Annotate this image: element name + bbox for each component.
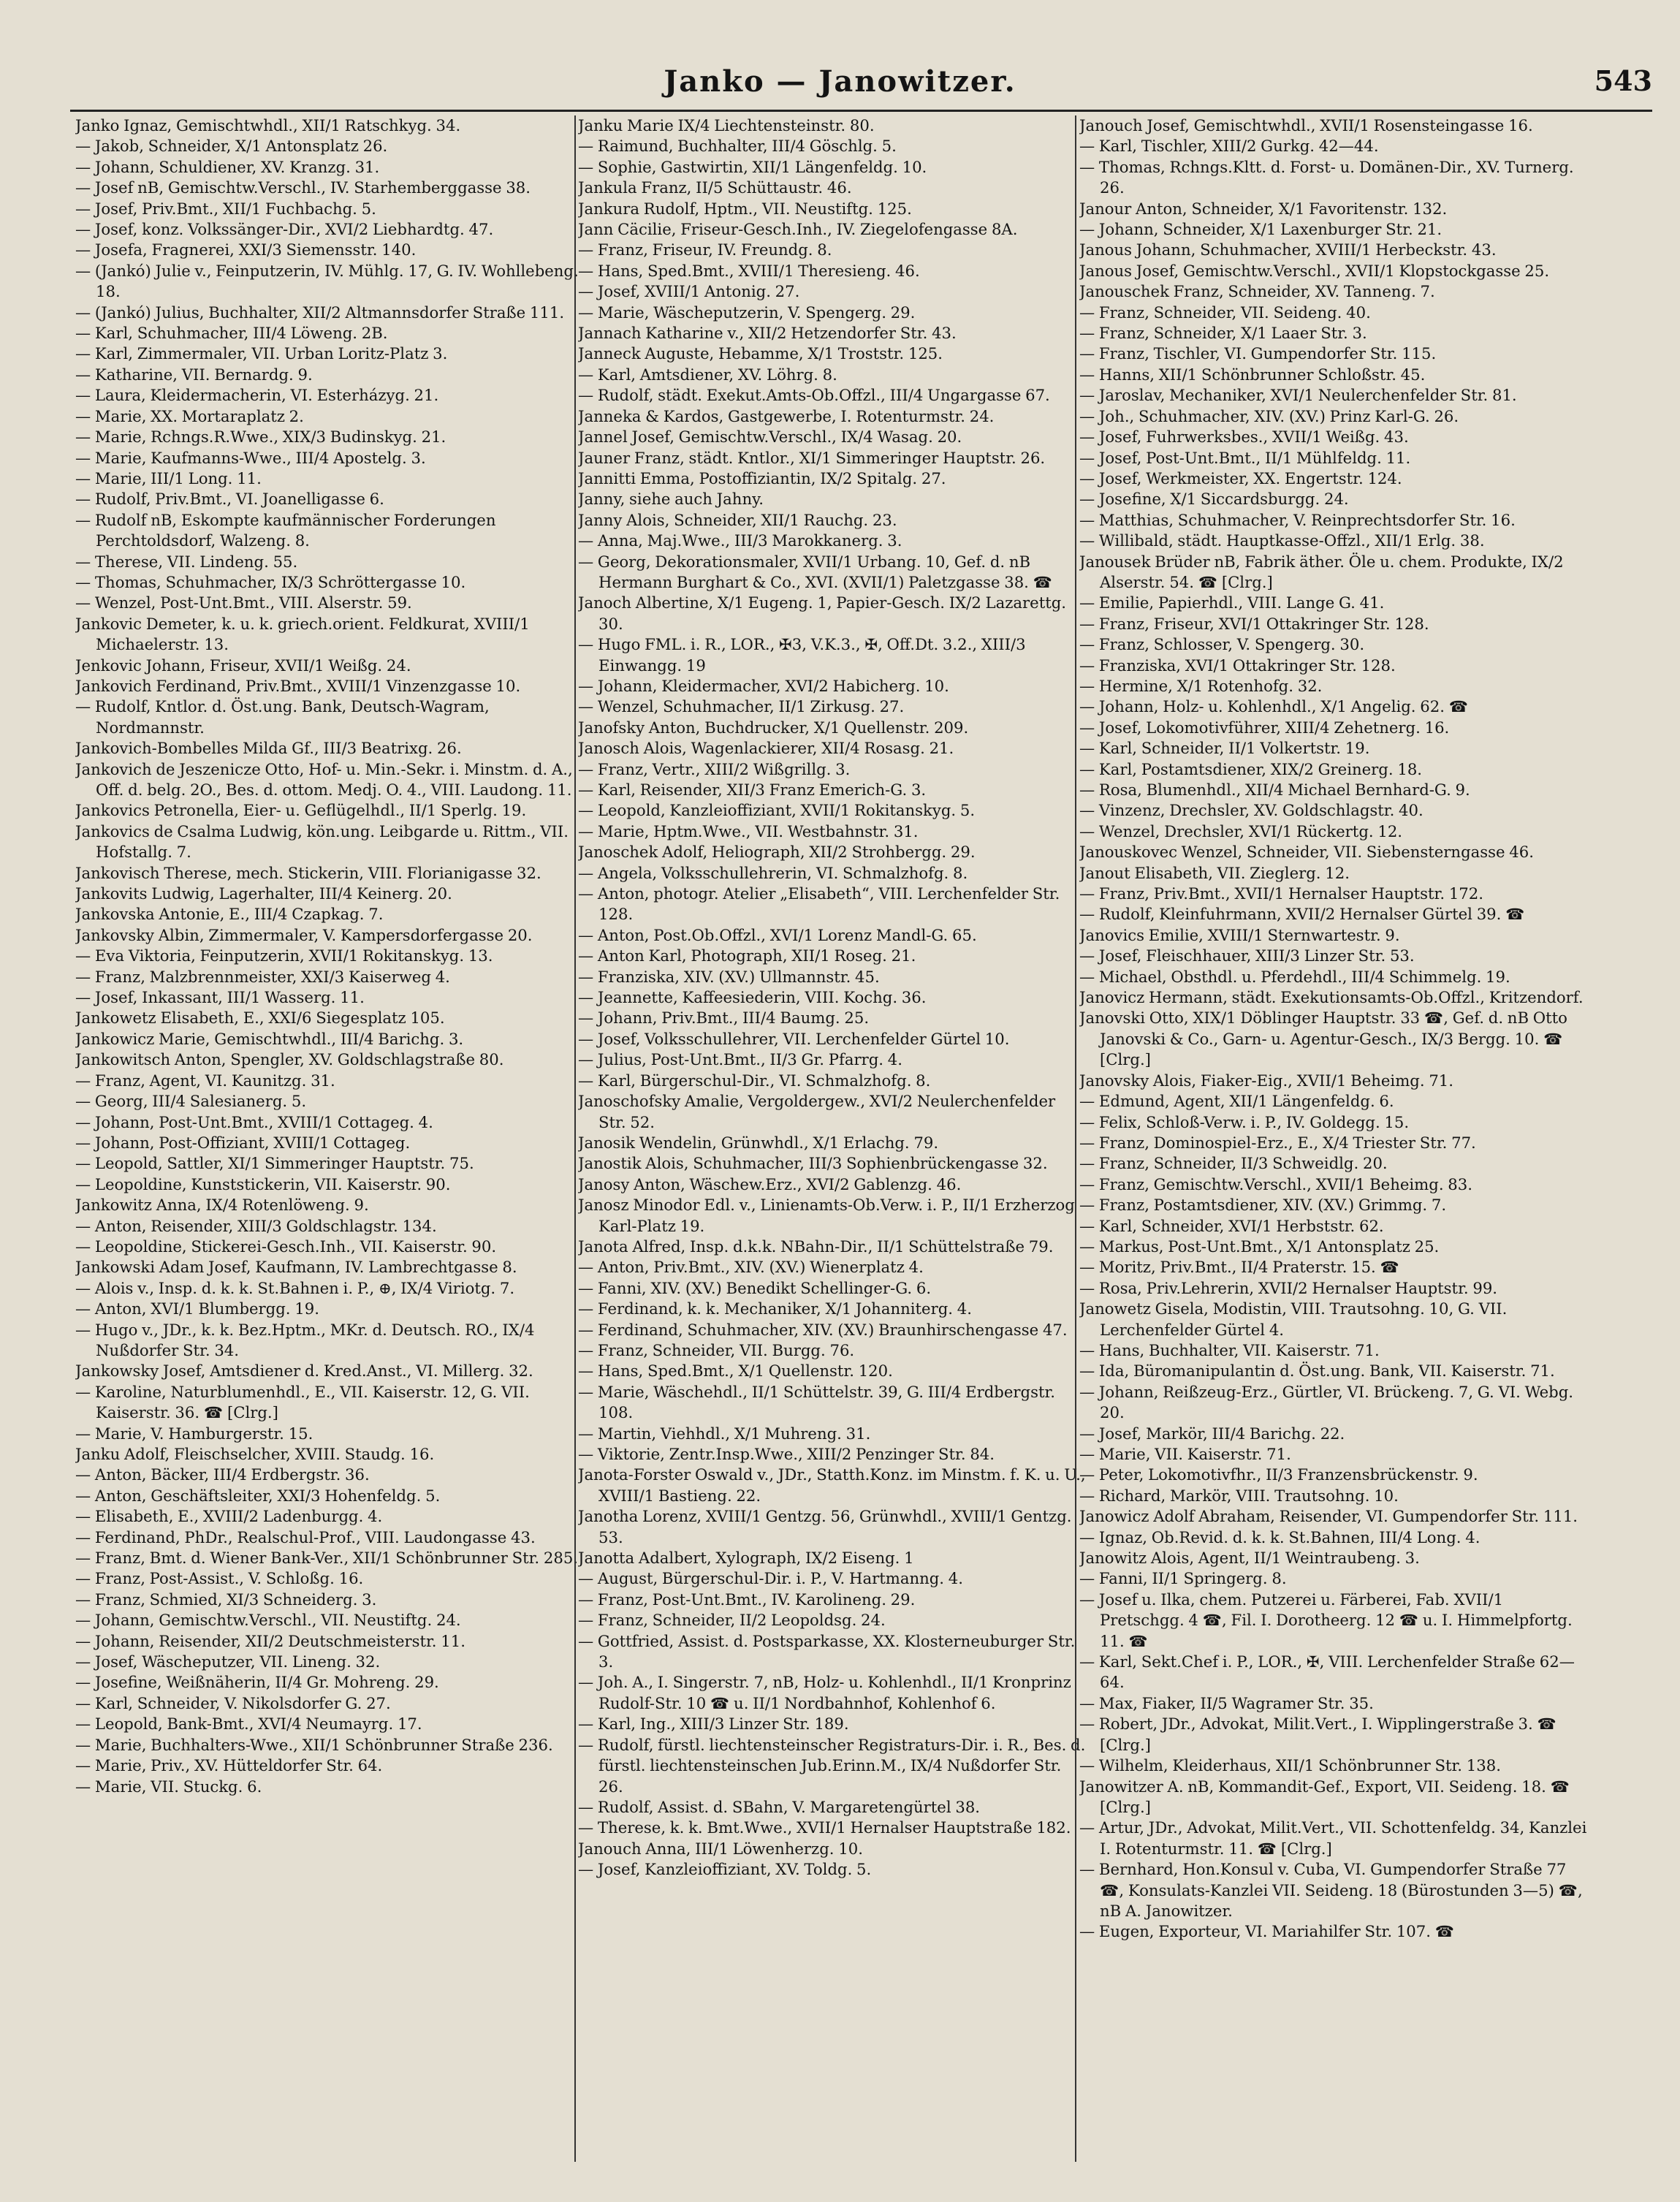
- directory-entry: — Richard, Markör, VIII. Trautsohng. 10.: [1079, 1486, 1399, 1505]
- directory-entry: Jankowitz Anna, IX/4 Rotenlöweng. 9.: [75, 1196, 369, 1215]
- directory-entry: — Franz, Gemischtw.Verschl., XVII/1 Beheimg. 83.: [1079, 1174, 1472, 1193]
- directory-entry: — Marie, V. Hamburgerstr. 15.: [75, 1424, 313, 1443]
- directory-entry: — Gottfried, Assist. d. Postsparkasse, XX. Klosterneuburger Str. 3.: [578, 1631, 1076, 1671]
- directory-entry: — Therese, k. k. Bmt.Wwe., XVII/1 Hernalser Hauptstraße 182.: [578, 1818, 1071, 1837]
- directory-entry: Janovics Emilie, XVIII/1 Sternwartestr. 9.: [1079, 925, 1400, 944]
- directory-entry: — Rudolf, fürstl. liechtensteinscher Registraturs-Dir. i. R., Bes. d. fürstl. liechtensteinschen Jub.Erinn.M., IX/4 Nußdorfer Str. 26.: [578, 1735, 1086, 1796]
- directory-entry: — Robert, JDr., Advokat, Milit.Vert., I. Wipplingerstraße 3. ☎ [Clrg.]: [1079, 1715, 1557, 1754]
- directory-entry: — Anton, Post.Ob.Offzl., XVI/1 Lorenz Mandl-G. 65.: [578, 925, 977, 944]
- directory-entry: — Josef nB, Gemischtw.Verschl., IV. Starhemberggasse 38.: [75, 178, 531, 197]
- directory-entry: — Marie, VII. Stuckg. 6.: [75, 1777, 262, 1796]
- directory-entry: — Franz, Schmied, XI/3 Schneiderg. 3.: [75, 1590, 377, 1609]
- directory-entry: Jankula Franz, II/5 Schüttaustr. 46.: [578, 178, 852, 197]
- directory-entry: Jankovisch Therese, mech. Stickerin, VIII. Florianigasse 32.: [75, 863, 541, 882]
- directory-entry: — Peter, Lokomotivfhr., II/3 Franzensbrückenstr. 9.: [1079, 1465, 1478, 1484]
- directory-entry: — Franziska, XIV. (XV.) Ullmannstr. 45.: [578, 967, 880, 986]
- directory-entry: Janousek Brüder nB, Fabrik äther. Öle u. chem. Produkte, IX/2 Alserstr. 54. ☎ [Clrg.]: [1079, 552, 1564, 591]
- directory-entry: — Rudolf, städt. Exekut.Amts-Ob.Offzl., III/4 Ungargasse 67.: [578, 386, 1050, 405]
- directory-column-middle: [578, 115, 1087, 2184]
- directory-entry: Jankovsky Albin, Zimmermaler, V. Kampersdorfergasse 20.: [75, 925, 533, 944]
- directory-entry: — Karoline, Naturblumenhdl., E., VII. Kaiserstr. 12, G. VII. Kaiserstr. 36. ☎ [Clrg.]: [75, 1382, 530, 1422]
- directory-entry: — Elisabeth, E., XVIII/2 Ladenburgg. 4.: [75, 1507, 383, 1526]
- directory-entry: Jankovich Ferdinand, Priv.Bmt., XVIII/1 Vinzenzgasse 10.: [75, 676, 521, 695]
- directory-entry: — Hermine, X/1 Rotenhofg. 32.: [1079, 676, 1323, 695]
- column-divider: [1075, 115, 1076, 2162]
- directory-entry: — Jaroslav, Mechaniker, XVI/1 Neulerchenfelder Str. 81.: [1079, 386, 1517, 405]
- directory-entry: Janovicz Hermann, städt. Exekutionsamts-Ob.Offzl., Kritzendorf.: [1079, 988, 1584, 1007]
- directory-entry: Jann Cäcilie, Friseur-Gesch.Inh., IV. Ziegelofengasse 8A.: [578, 220, 1018, 239]
- directory-entry: — Anton, Reisender, XIII/3 Goldschlagstr. 134.: [75, 1216, 437, 1235]
- directory-entry: — Johann, Reisender, XII/2 Deutschmeisterstr. 11.: [75, 1631, 465, 1650]
- directory-entry: — Josefine, X/1 Siccardsburgg. 24.: [1079, 490, 1349, 509]
- directory-entry: — Karl, Schuhmacher, III/4 Löweng. 2B.: [75, 324, 388, 343]
- directory-entry: — Josef, Lokomotivführer, XIII/4 Zehetnerg. 16.: [1079, 718, 1450, 737]
- directory-entry: — Franz, Post-Assist., V. Schloßg. 16.: [75, 1569, 364, 1588]
- directory-entry: — Karl, Ing., XIII/3 Linzer Str. 189.: [578, 1715, 849, 1734]
- directory-entry: — Franz, Schneider, X/1 Laaer Str. 3.: [1079, 324, 1367, 343]
- directory-entry: — Michael, Obsthdl. u. Pferdehdl., III/4 Schimmelg. 19.: [1079, 967, 1510, 986]
- directory-entry: Janowitzer A. nB, Kommandit-Gef., Export, VII. Seideng. 18. ☎ [Clrg.]: [1079, 1777, 1570, 1816]
- directory-entry: Janovsky Alois, Fiaker-Eig., XVII/1 Beheimg. 71.: [1079, 1071, 1454, 1090]
- directory-entry: Janosch Alois, Wagenlackierer, XII/4 Rosasg. 21.: [578, 739, 954, 758]
- directory-entry: — Fanni, II/1 Springerg. 8.: [1079, 1569, 1287, 1588]
- directory-entry: — Hans, Sped.Bmt., XVIII/1 Theresieng. 46.: [578, 261, 920, 280]
- directory-entry: — Laura, Kleidermacherin, VI. Esterházyg. 21.: [75, 386, 439, 405]
- page-number: 543: [1594, 64, 1652, 97]
- directory-column-right: [1079, 115, 1588, 2184]
- directory-entry: — Joh. A., I. Singerstr. 7, nB, Holz- u. Kohlenhdl., II/1 Kronprinz Rudolf-Str. 10 ☎ u. II/1 Nordbahnhof, Kohlenhof 6.: [578, 1673, 1071, 1712]
- directory-entry: — Marie, Priv., XV. Hütteldorfer Str. 64.: [75, 1756, 383, 1775]
- directory-entry: — Franz, Post-Unt.Bmt., IV. Karolineng. 29.: [578, 1590, 916, 1609]
- directory-entry: — Anna, Maj.Wwe., III/3 Marokkanerg. 3.: [578, 531, 902, 550]
- directory-entry: — Franz, Schneider, VII. Seideng. 40.: [1079, 303, 1371, 322]
- directory-entry: — Thomas, Rchngs.Kltt. d. Forst- u. Domänen-Dir., XV. Turnerg. 26.: [1079, 157, 1574, 197]
- directory-entry: Janout Elisabeth, VII. Zieglerg. 12.: [1079, 863, 1350, 882]
- directory-entry: — Hugo FML. i. R., LOR., ✠3, V.K.3., ✠, Off.Dt. 3.2., XIII/3 Einwangg. 19: [578, 635, 1026, 675]
- directory-entry: — Wenzel, Drechsler, XVI/1 Rückertg. 12.: [1079, 821, 1403, 840]
- directory-entry: — Viktorie, Zentr.Insp.Wwe., XIII/2 Penzinger Str. 84.: [578, 1445, 995, 1463]
- directory-entry: Janouskovec Wenzel, Schneider, VII. Siebensterngasse 46.: [1079, 843, 1534, 862]
- directory-entry: Janouch Anna, III/1 Löwenherzg. 10.: [578, 1839, 863, 1858]
- directory-entry: — Ignaz, Ob.Revid. d. k. k. St.Bahnen, III/4 Long. 4.: [1079, 1527, 1481, 1546]
- directory-entry: — Marie, VII. Kaiserstr. 71.: [1079, 1445, 1291, 1463]
- directory-entry: — Rudolf, Kleinfuhrmann, XVII/2 Hernalser Gürtel 39. ☎: [1079, 905, 1525, 924]
- directory-entry: — Franz, Dominospiel-Erz., E., X/4 Triester Str. 77.: [1079, 1133, 1476, 1152]
- directory-entry: — Josef, Inkassant, III/1 Wasserg. 11.: [75, 988, 365, 1007]
- directory-entry: Janouschek Franz, Schneider, XV. Tanneng. 7.: [1079, 282, 1435, 301]
- directory-entry: — Franz, Tischler, VI. Gumpendorfer Str. 115.: [1079, 344, 1437, 363]
- directory-entry: — Anton, XVI/1 Blumbergg. 19.: [75, 1299, 319, 1318]
- directory-entry: — Marie, Wäschehdl., II/1 Schüttelstr. 39, G. III/4 Erdbergstr. 108.: [578, 1382, 1056, 1422]
- directory-entry: Janku Adolf, Fleischselcher, XVIII. Staudg. 16.: [75, 1445, 435, 1463]
- directory-entry: — Rosa, Blumenhdl., XII/4 Michael Bernhard-G. 9.: [1079, 781, 1470, 799]
- directory-entry: — Leopold, Bank-Bmt., XVI/4 Neumayrg. 17.: [75, 1715, 422, 1734]
- directory-entry: Janotta Adalbert, Xylograph, IX/2 Eiseng. 1: [578, 1549, 914, 1568]
- directory-entry: — (Jankó) Julius, Buchhalter, XII/2 Altmannsdorfer Straße 111.: [75, 303, 565, 322]
- directory-entry: — Fanni, XIV. (XV.) Benedikt Schellinger-G. 6.: [578, 1278, 932, 1297]
- directory-entry: — Johann, Post-Offiziant, XVIII/1 Cottageg.: [75, 1133, 411, 1152]
- directory-entry: Janous Johann, Schuhmacher, XVIII/1 Herbeckstr. 43.: [1079, 240, 1497, 259]
- page-title: Janko — Janowitzer.: [664, 64, 1016, 99]
- directory-entry: — Ferdinand, PhDr., Realschul-Prof., VIII. Laudongasse 43.: [75, 1527, 536, 1546]
- directory-entry: Jankovics de Csalma Ludwig, kön.ung. Leibgarde u. Rittm., VII. Hofstallg. 7.: [75, 821, 569, 862]
- directory-entry: — Franz, Schneider, VII. Burgg. 76.: [578, 1340, 855, 1359]
- directory-entry: — Jakob, Schneider, X/1 Antonsplatz 26.: [75, 137, 388, 156]
- directory-entry: — Marie, Rchngs.R.Wwe., XIX/3 Budinskyg. 21.: [75, 428, 446, 447]
- directory-entry: Janovski Otto, XIX/1 Döblinger Hauptstr. 33 ☎, Gef. d. nB Otto Janovski & Co., Garn- u. Agentur-Gesch., IX/3 Bergg. 10. ☎ [Clrg.]: [1079, 1009, 1567, 1069]
- directory-entry: Jankowitsch Anton, Spengler, XV. Goldschlagstraße 80.: [75, 1050, 504, 1069]
- directory-entry: — Franz, Schneider, II/3 Schweidlg. 20.: [1079, 1154, 1388, 1173]
- directory-entry: — Julius, Post-Unt.Bmt., II/3 Gr. Pfarrg. 4.: [578, 1050, 902, 1069]
- directory-entry: — Josef, konz. Volkssänger-Dir., XVI/2 Liebhardtg. 47.: [75, 220, 494, 239]
- directory-entry: — Max, Fiaker, II/5 Wagramer Str. 35.: [1079, 1693, 1374, 1712]
- directory-entry: — Josef, Fuhrwerksbes., XVII/1 Weißg. 43.: [1079, 428, 1409, 447]
- directory-entry: — Wenzel, Schuhmacher, II/1 Zirkusg. 27.: [578, 697, 905, 716]
- directory-entry: — Josef, Markör, III/4 Barichg. 22.: [1079, 1424, 1345, 1443]
- directory-entry: — Josef, Kanzleioffiziant, XV. Toldg. 5.: [578, 1860, 872, 1879]
- directory-entry: — Karl, Zimmermaler, VII. Urban Loritz-Platz 3.: [75, 344, 448, 363]
- directory-entry: Janosz Minodor Edl. v., Linienamts-Ob.Verw. i. P., II/1 Erzherzog Karl-Platz 19.: [578, 1196, 1075, 1235]
- directory-entry: Janofsky Anton, Buchdrucker, X/1 Quellenstr. 209.: [578, 718, 969, 737]
- directory-entry: — Karl, Amtsdiener, XV. Löhrg. 8.: [578, 365, 837, 384]
- directory-entry: — Franz, Malzbrennmeister, XXI/3 Kaiserweg 4.: [75, 967, 450, 986]
- column-divider: [574, 115, 576, 2162]
- directory-entry: — Josef, Post-Unt.Bmt., II/1 Mühlfeldg. 11.: [1079, 448, 1411, 467]
- directory-entry: — Ida, Büromanipulantin d. Öst.ung. Bank, VII. Kaiserstr. 71.: [1079, 1362, 1555, 1381]
- directory-entry: Jankovska Antonie, E., III/4 Czapkag. 7.: [75, 905, 384, 924]
- directory-entry: Jankowsky Josef, Amtsdiener d. Kred.Anst., VI. Millerg. 32.: [75, 1362, 533, 1381]
- directory-entry: — Emilie, Papierhdl., VIII. Lange G. 41.: [1079, 593, 1385, 612]
- directory-entry: Jankowetz Elisabeth, E., XXI/6 Siegesplatz 105.: [75, 1009, 445, 1028]
- directory-entry: — Hans, Sped.Bmt., X/1 Quellenstr. 120.: [578, 1362, 893, 1381]
- directory-entry: — Martin, Viehhdl., X/1 Muhreng. 31.: [578, 1424, 871, 1443]
- directory-entry: — Bernhard, Hon.Konsul v. Cuba, VI. Gumpendorfer Straße 77 ☎, Konsulats-Kanzlei VII. Seideng. 18 (Bürostunden 3—5) ☎, nB A. Janowitzer.: [1079, 1860, 1583, 1920]
- directory-entry: — Josef u. Ilka, chem. Putzerei u. Färberei, Fab. XVII/1 Pretschgg. 4 ☎, Fil. I. Dorotheerg. 12 ☎ u. I. Himmelpfortg. 11. ☎: [1079, 1590, 1573, 1650]
- directory-entry: Jenkovic Johann, Friseur, XVII/1 Weißg. 24.: [75, 656, 411, 675]
- directory-entry: Janouch Josef, Gemischtwhdl., XVII/1 Rosensteingasse 16.: [1079, 116, 1533, 134]
- directory-entry: Jankura Rudolf, Hptm., VII. Neustiftg. 125.: [578, 199, 912, 218]
- directory-entry: — Georg, Dekorationsmaler, XVII/1 Urbang. 10, Gef. d. nB Hermann Burghart & Co., XVI. (XVII/1) Paletzgasse 38. ☎: [578, 552, 1053, 591]
- directory-entry: — Anton, Geschäftsleiter, XXI/3 Hohenfeldg. 5.: [75, 1486, 441, 1505]
- directory-entry: — Hans, Buchhalter, VII. Kaiserstr. 71.: [1079, 1340, 1380, 1359]
- directory-entry: Janowetz Gisela, Modistin, VIII. Trautsohng. 10, G. VII. Lerchenfelder Gürtel 4.: [1079, 1299, 1508, 1339]
- directory-entry: — Karl, Schneider, XVI/1 Herbststr. 62.: [1079, 1216, 1384, 1235]
- directory-entry: — Anton, photogr. Atelier „Elisabeth“, VIII. Lerchenfelder Str. 128.: [578, 884, 1060, 924]
- directory-entry: — Wenzel, Post-Unt.Bmt., VIII. Alserstr. 59.: [75, 593, 412, 612]
- directory-entry: Jannach Katharine v., XII/2 Hetzendorfer Str. 43.: [578, 324, 957, 343]
- directory-entry: Janour Anton, Schneider, X/1 Favoritenstr. 132.: [1079, 199, 1448, 218]
- directory-entry: — Raimund, Buchhalter, III/4 Göschlg. 5.: [578, 137, 897, 156]
- directory-column-left: [75, 115, 584, 2184]
- directory-entry: — Marie, Hptm.Wwe., VII. Westbahnstr. 31.: [578, 821, 919, 840]
- directory-entry: Jannitti Emma, Postoffiziantin, IX/2 Spitalg. 27.: [578, 468, 946, 487]
- directory-entry: — Franz, Friseur, XVI/1 Ottakringer Str. 128.: [1079, 614, 1429, 633]
- directory-entry: Janneka & Kardos, Gastgewerbe, I. Rotenturmstr. 24.: [578, 406, 995, 425]
- directory-entry: — Rudolf, Assist. d. SBahn, V. Margaretengürtel 38.: [578, 1797, 981, 1816]
- directory-entry: Jankovich de Jeszenicze Otto, Hof- u. Min.-Sekr. i. Minstm. d. A., Off. d. belg. 2O., Bes. d. ottom. Medj. O. 4., VIII. Laudong. 11.: [75, 759, 573, 799]
- directory-entry: — Johann, Post-Unt.Bmt., XVIII/1 Cottageg. 4.: [75, 1112, 433, 1131]
- directory-entry: — Franz, Friseur, IV. Freundg. 8.: [578, 240, 832, 259]
- directory-entry: — Eugen, Exporteur, VI. Mariahilfer Str. 107. ☎: [1079, 1922, 1455, 1941]
- directory-entry: — Leopoldine, Kunststickerin, VII. Kaiserstr. 90.: [75, 1174, 451, 1193]
- directory-entry: — (Jankó) Julie v., Feinputzerin, IV. Mühlg. 17, G. IV. Wohllebeng. 18.: [75, 261, 579, 301]
- page-header: [0, 64, 1680, 108]
- directory-entry: — Hanns, XII/1 Schönbrunner Schloßstr. 45.: [1079, 365, 1426, 384]
- directory-entry: — Sophie, Gastwirtin, XII/1 Längenfeldg. 10.: [578, 157, 927, 176]
- directory-entry: — August, Bürgerschul-Dir. i. P., V. Hartmanng. 4.: [578, 1569, 963, 1588]
- directory-entry: — Eva Viktoria, Feinputzerin, XVII/1 Rokitanskyg. 13.: [75, 946, 493, 965]
- directory-entry: — Ferdinand, k. k. Mechaniker, X/1 Johanniterg. 4.: [578, 1299, 972, 1318]
- directory-entry: — Marie, XX. Mortaraplatz 2.: [75, 406, 304, 425]
- directory-entry: — Franziska, XVI/1 Ottakringer Str. 128.: [1079, 656, 1396, 675]
- directory-entry: — Josef, Priv.Bmt., XII/1 Fuchbachg. 5.: [75, 199, 376, 218]
- directory-entry: Janous Josef, Gemischtw.Verschl., XVII/1 Klopstockgasse 25.: [1079, 261, 1550, 280]
- directory-entry: — Karl, Tischler, XIII/2 Gurkg. 42—44.: [1079, 137, 1379, 156]
- directory-entry: — Franz, Bmt. d. Wiener Bank-Ver., XII/1 Schönbrunner Str. 285.: [75, 1549, 579, 1568]
- directory-entry: — Karl, Bürgerschul-Dir., VI. Schmalzhofg. 8.: [578, 1071, 931, 1090]
- directory-entry: — Rudolf, Priv.Bmt., VI. Joanelligasse 6.: [75, 490, 384, 509]
- directory-entry: — Johann, Schneider, X/1 Laxenburger Str. 21.: [1079, 220, 1443, 239]
- directory-entry: Janota Alfred, Insp. d.k.k. NBahn-Dir., II/1 Schüttelstraße 79.: [578, 1237, 1054, 1256]
- directory-entry: — Johann, Priv.Bmt., III/4 Baumg. 25.: [578, 1009, 870, 1028]
- directory-entry: — Hugo v., JDr., k. k. Bez.Hptm., MKr. d. Deutsch. RO., IX/4 Nußdorfer Str. 34.: [75, 1320, 535, 1359]
- directory-entry: — Josef, Wäscheputzer, VII. Lineng. 32.: [75, 1652, 381, 1671]
- directory-entry: — Karl, Postamtsdiener, XIX/2 Greinerg. 18.: [1079, 759, 1423, 778]
- directory-entry: — Katharine, VII. Bernardg. 9.: [75, 365, 313, 384]
- directory-entry: — Artur, JDr., Advokat, Milit.Vert., VII. Schottenfeldg. 34, Kanzlei I. Rotenturmstr. 11. ☎ [Clrg.]: [1079, 1818, 1587, 1858]
- directory-entry: — Marie, Wäscheputzerin, V. Spengerg. 29.: [578, 303, 916, 322]
- directory-entry: Janosik Wendelin, Grünwhdl., X/1 Erlachg. 79.: [578, 1133, 939, 1152]
- directory-entry: — Franz, Agent, VI. Kaunitzg. 31.: [75, 1071, 335, 1090]
- directory-entry: — Wilhelm, Kleiderhaus, XII/1 Schönbrunner Str. 138.: [1079, 1756, 1501, 1775]
- directory-entry: — Karl, Sekt.Chef i. P., LOR., ✠, VIII. Lerchenfelder Straße 62—64.: [1079, 1652, 1575, 1692]
- directory-entry: — Josef, Fleischhauer, XIII/3 Linzer Str. 53.: [1079, 946, 1415, 965]
- directory-entry: Janko Ignaz, Gemischtwhdl., XII/1 Ratschkyg. 34.: [75, 116, 461, 134]
- directory-entry: — Rudolf nB, Eskompte kaufmännischer Forderungen Perchtoldsdorf, Walzeng. 8.: [75, 510, 496, 550]
- directory-entry: — Franz, Postamtsdiener, XIV. (XV.) Grimmg. 7.: [1079, 1196, 1447, 1215]
- directory-entry: — Johann, Gemischtw.Verschl., VII. Neustiftg. 24.: [75, 1611, 461, 1630]
- directory-entry: Janku Marie IX/4 Liechtensteinstr. 80.: [578, 116, 875, 134]
- directory-entry: — Anton Karl, Photograph, XII/1 Roseg. 21.: [578, 946, 916, 965]
- directory-entry: Janosy Anton, Wäschew.Erz., XVI/2 Gablenzg. 46.: [578, 1174, 962, 1193]
- directory-entry: — Johann, Holz- u. Kohlenhdl., X/1 Angelig. 62. ☎: [1079, 697, 1469, 716]
- directory-entry: Jankovics Petronella, Eier- u. Geflügelhdl., II/1 Sperlg. 19.: [75, 801, 527, 820]
- directory-entry: — Franz, Priv.Bmt., XVII/1 Hernalser Hauptstr. 172.: [1079, 884, 1484, 903]
- directory-entry: — Anton, Bäcker, III/4 Erdbergstr. 36.: [75, 1465, 370, 1484]
- directory-entry: — Josef, Volksschullehrer, VII. Lerchenfelder Gürtel 10.: [578, 1029, 1010, 1048]
- directory-entry: Janoch Albertine, X/1 Eugeng. 1, Papier-Gesch. IX/2 Lazarettg. 30.: [578, 593, 1067, 633]
- directory-entry: — Franz, Schlosser, V. Spengerg. 30.: [1079, 635, 1365, 654]
- directory-entry: Jankovich-Bombelles Milda Gf., III/3 Beatrixg. 26.: [75, 739, 462, 758]
- directory-entry: — Angela, Volksschullehrerin, VI. Schmalzhofg. 8.: [578, 863, 968, 882]
- directory-entry: — Therese, VII. Lindeng. 55.: [75, 552, 298, 571]
- directory-entry: — Marie, Kaufmanns-Wwe., III/4 Apostelg. 3.: [75, 448, 426, 467]
- directory-entry: — Georg, III/4 Salesianerg. 5.: [75, 1092, 307, 1111]
- directory-entry: — Edmund, Agent, XII/1 Längenfeldg. 6.: [1079, 1092, 1394, 1111]
- directory-entry: — Leopold, Sattler, XI/1 Simmeringer Hauptstr. 75.: [75, 1154, 474, 1173]
- directory-entry: — Rudolf, Kntlor. d. Öst.ung. Bank, Deutsch-Wagram, Nordmannstr.: [75, 697, 490, 737]
- directory-entry: Janoschek Adolf, Heliograph, XII/2 Strohbergg. 29.: [578, 843, 976, 862]
- directory-entry: — Karl, Schneider, II/1 Volkertstr. 19.: [1079, 739, 1370, 758]
- directory-entry: Jankowski Adam Josef, Kaufmann, IV. Lambrechtgasse 8.: [75, 1258, 517, 1277]
- directory-entry: — Karl, Schneider, V. Nikolsdorfer G. 27.: [75, 1693, 391, 1712]
- directory-entry: Janostik Alois, Schuhmacher, III/3 Sophienbrückengasse 32.: [578, 1154, 1048, 1173]
- directory-entry: Jannel Josef, Gemischtw.Verschl., IX/4 Wasag. 20.: [578, 428, 962, 447]
- directory-entry: — Franz, Vertr., XIII/2 Wißgrillg. 3.: [578, 759, 851, 778]
- directory-entry: Janota-Forster Oswald v., JDr., Statth.Konz. im Minstm. f. K. u. U., XVIII/1 Bastieng. 22.: [578, 1465, 1086, 1505]
- directory-entry: — Franz, Schneider, II/2 Leopoldsg. 24.: [578, 1611, 886, 1630]
- directory-entry: — Johann, Kleidermacher, XVI/2 Habicherg. 10.: [578, 676, 949, 695]
- directory-entry: — Alois v., Insp. d. k. k. St.Bahnen i. P., ⊕, IX/4 Viriotg. 7.: [75, 1278, 515, 1297]
- directory-entry: — Josefa, Fragnerei, XXI/3 Siemensstr. 140.: [75, 240, 417, 259]
- directory-entry: — Felix, Schloß-Verw. i. P., IV. Goldegg. 15.: [1079, 1112, 1410, 1131]
- directory-entry: — Thomas, Schuhmacher, IX/3 Schröttergasse 10.: [75, 572, 466, 591]
- directory-entry: — Markus, Post-Unt.Bmt., X/1 Antonsplatz 25.: [1079, 1237, 1440, 1256]
- directory-entry: — Moritz, Priv.Bmt., II/4 Praterstr. 15. ☎: [1079, 1258, 1399, 1277]
- directory-entry: Janowitz Alois, Agent, II/1 Weintraubeng. 3.: [1079, 1549, 1420, 1568]
- directory-entry: — Marie, III/1 Long. 11.: [75, 468, 262, 487]
- directory-entry: Jankowicz Marie, Gemischtwhdl., III/4 Barichg. 3.: [75, 1029, 464, 1048]
- directory-entry: — Marie, Buchhalters-Wwe., XII/1 Schönbrunner Straße 236.: [75, 1735, 553, 1754]
- directory-entry: — Karl, Reisender, XII/3 Franz Emerich-G. 3.: [578, 781, 927, 799]
- directory-entry: Jankovic Demeter, k. u. k. griech.orient. Feldkurat, XVIII/1 Michaelerstr. 13.: [75, 614, 530, 654]
- directory-entry: — Willibald, städt. Hauptkasse-Offzl., XII/1 Erlg. 38.: [1079, 531, 1485, 550]
- directory-entry: — Leopold, Kanzleioffiziant, XVII/1 Rokitanskyg. 5.: [578, 801, 976, 820]
- directory-entry: — Rosa, Priv.Lehrerin, XVII/2 Hernalser Hauptstr. 99.: [1079, 1278, 1498, 1297]
- directory-entry: — Josef, Werkmeister, XX. Engertstr. 124.: [1079, 468, 1402, 487]
- directory-entry: — Leopoldine, Stickerei-Gesch.Inh., VII. Kaiserstr. 90.: [75, 1237, 497, 1256]
- directory-entry: Janotha Lorenz, XVIII/1 Gentzg. 56, Grünwhdl., XVIII/1 Gentzg. 53.: [578, 1507, 1072, 1546]
- header-rule: [70, 110, 1652, 112]
- directory-entry: — Jeannette, Kaffeesiederin, VIII. Kochg. 36.: [578, 988, 927, 1007]
- directory-entry: Janoschofsky Amalie, Vergoldergew., XVI/2 Neulerchenfelder Str. 52.: [578, 1092, 1056, 1131]
- directory-entry: — Johann, Schuldiener, XV. Kranzg. 31.: [75, 157, 380, 176]
- directory-entry: — Ferdinand, Schuhmacher, XIV. (XV.) Braunhirschengasse 47.: [578, 1320, 1068, 1339]
- directory-entry: — Vinzenz, Drechsler, XV. Goldschlagstr. 40.: [1079, 801, 1424, 820]
- directory-entry: Janowicz Adolf Abraham, Reisender, VI. Gumpendorfer Str. 111.: [1079, 1507, 1578, 1526]
- directory-entry: Jauner Franz, städt. Kntlor., XI/1 Simmeringer Hauptstr. 26.: [578, 448, 1046, 467]
- directory-entry: — Josefine, Weißnäherin, II/4 Gr. Mohreng. 29.: [75, 1673, 439, 1692]
- directory-entry: Janneck Auguste, Hebamme, X/1 Troststr. 125.: [578, 344, 943, 363]
- directory-entry: Jankovits Ludwig, Lagerhalter, III/4 Keinerg. 20.: [75, 884, 452, 903]
- directory-entry: Janny Alois, Schneider, XII/1 Rauchg. 23.: [578, 510, 897, 529]
- directory-entry: — Josef, XVIII/1 Antonig. 27.: [578, 282, 800, 301]
- directory-entry: — Matthias, Schuhmacher, V. Reinprechtsdorfer Str. 16.: [1079, 510, 1516, 529]
- directory-entry: — Joh., Schuhmacher, XIV. (XV.) Prinz Karl-G. 26.: [1079, 406, 1459, 425]
- directory-entry: — Johann, Reißzeug-Erz., Gürtler, VI. Brückeng. 7, G. VI. Webg. 20.: [1079, 1382, 1574, 1422]
- directory-entry: Janny, siehe auch Jahny.: [578, 490, 764, 509]
- directory-entry: — Anton, Priv.Bmt., XIV. (XV.) Wienerplatz 4.: [578, 1258, 924, 1277]
